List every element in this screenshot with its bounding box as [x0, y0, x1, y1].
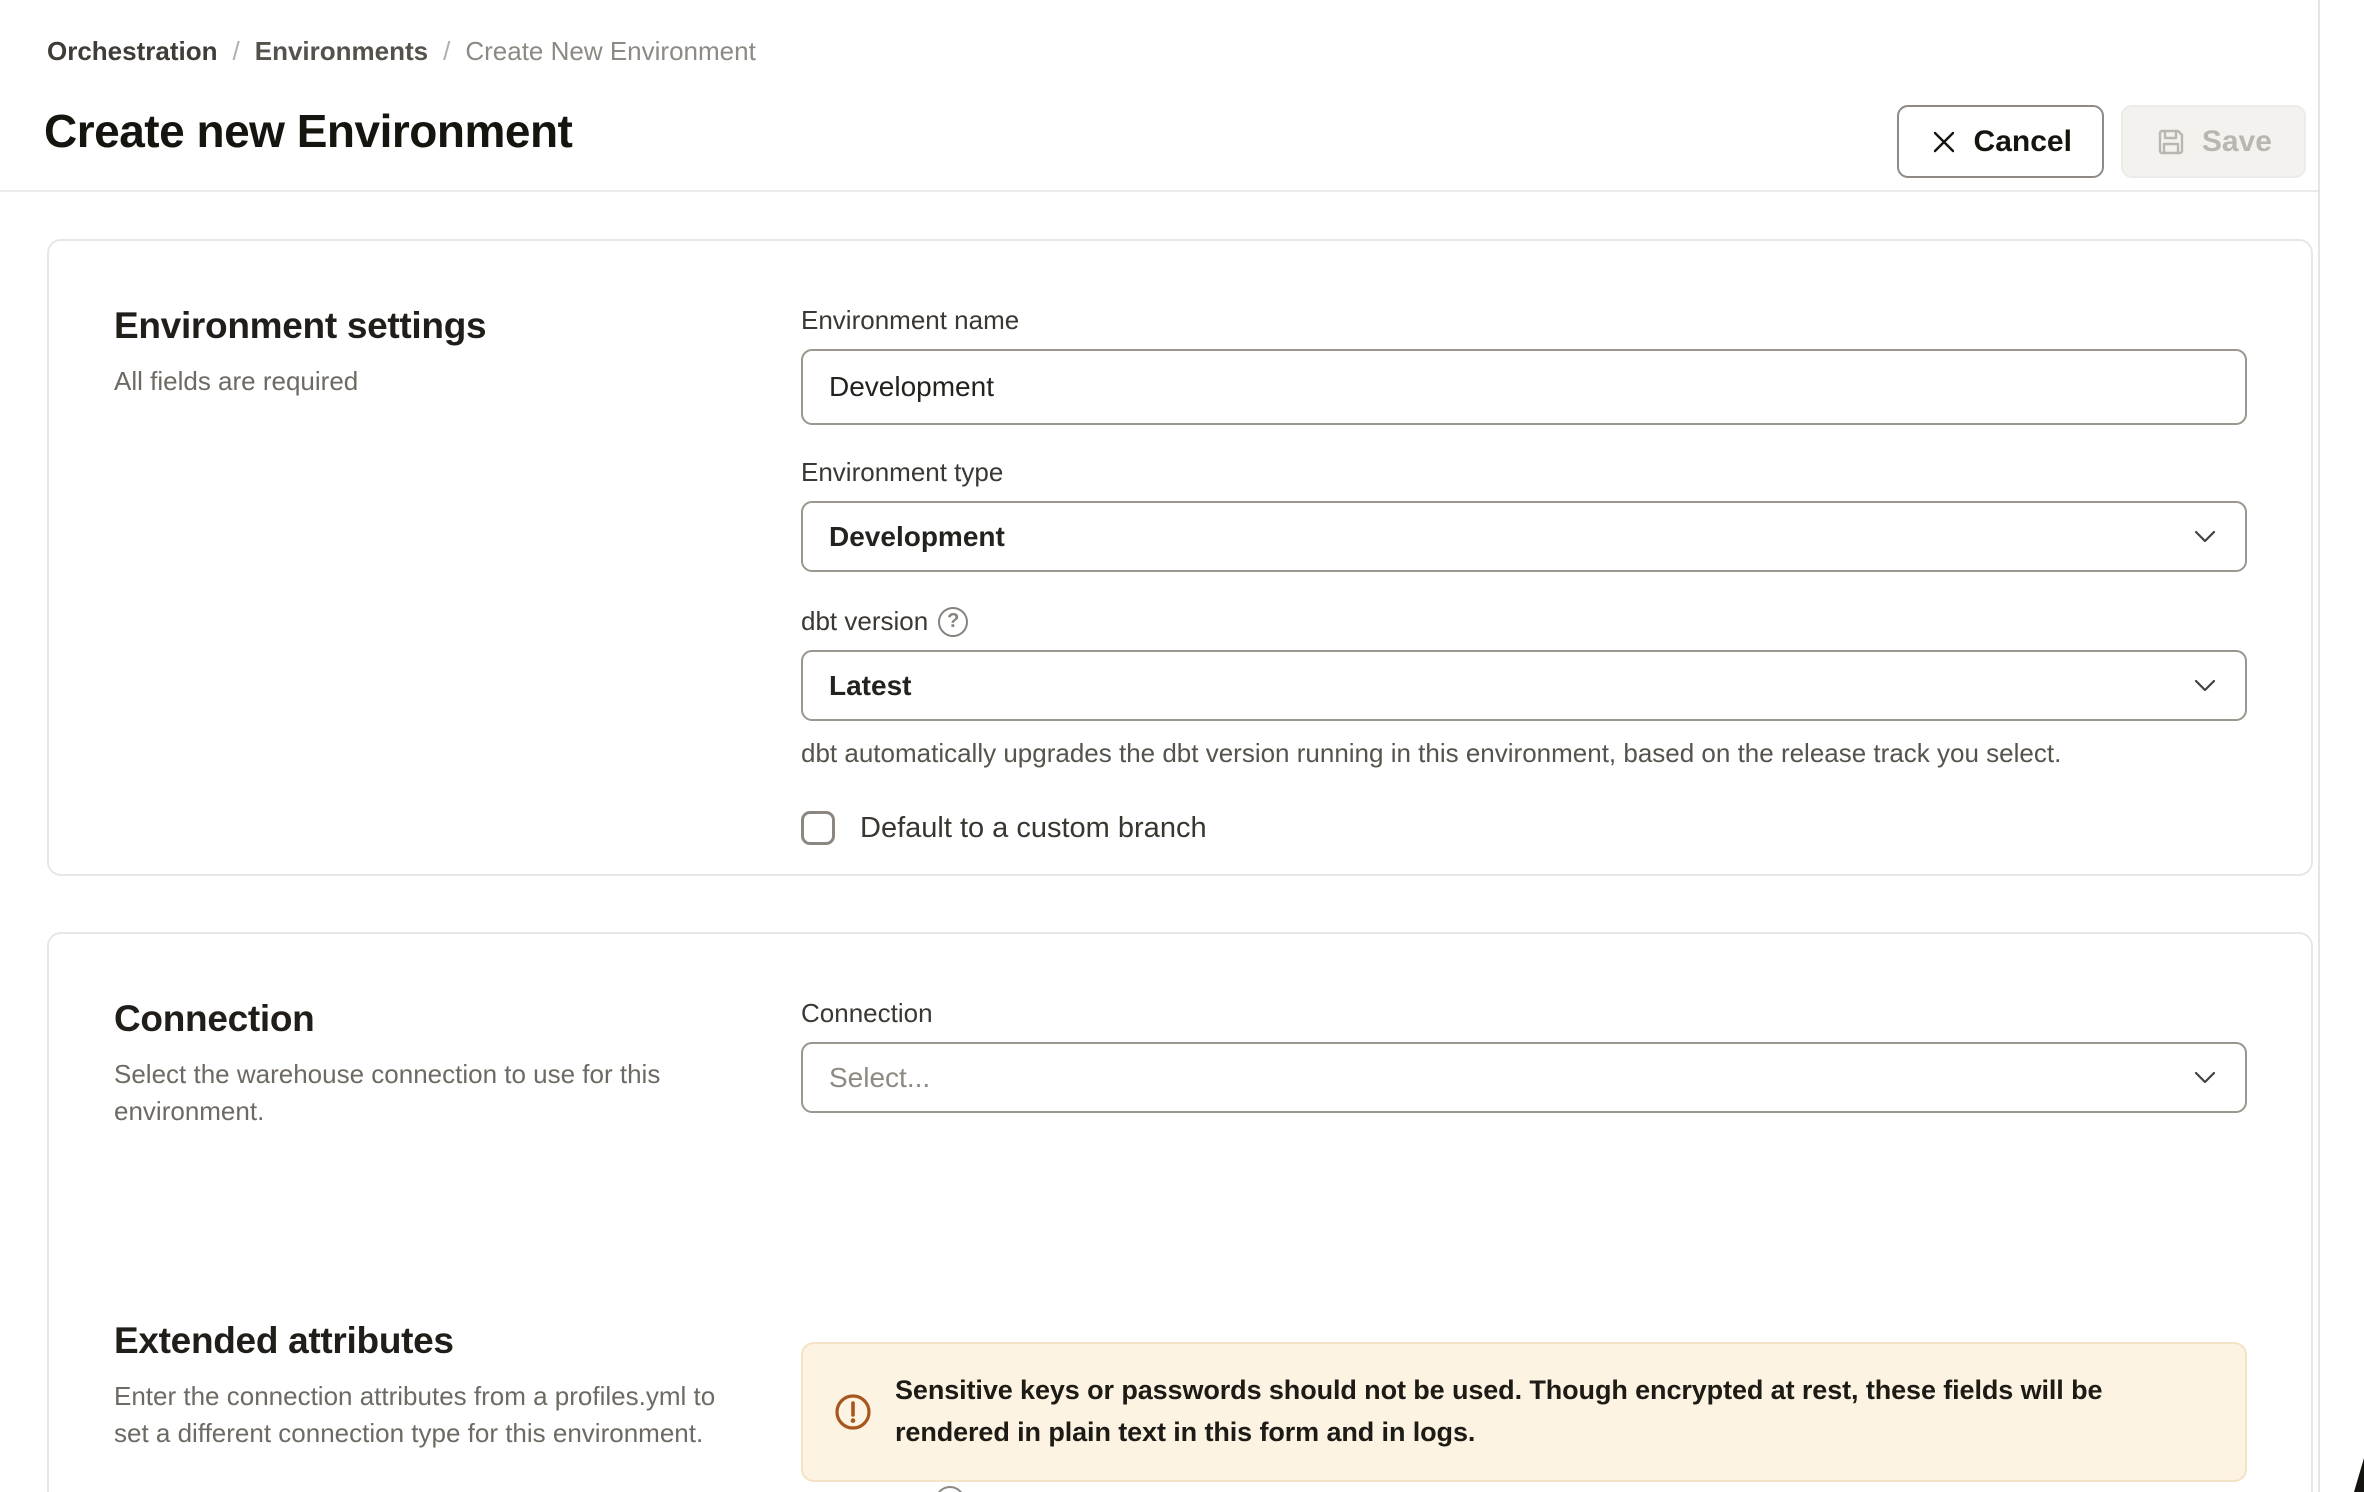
dbt-version-label-row — [801, 606, 2247, 637]
chevron-down-icon — [2193, 1070, 2217, 1085]
help-icon[interactable]: ? — [938, 607, 968, 637]
cursor-artifact — [2354, 1458, 2364, 1492]
chevron-down-icon — [2193, 529, 2217, 544]
header-actions — [1897, 105, 2306, 178]
dbt-version-select[interactable] — [801, 650, 2247, 721]
environment-settings-card — [47, 239, 2313, 876]
chevron-down-icon — [2193, 678, 2217, 693]
close-icon — [1929, 127, 1959, 157]
dbt-version-helper-text: dbt automatically upgrades the dbt version running in this environment, based on the release track you select. — [801, 738, 2062, 768]
environment-name-label: Environment name — [801, 305, 1020, 335]
connection-placeholder: Select... — [829, 1061, 931, 1093]
environment-name-input[interactable] — [801, 349, 2247, 425]
extended-attributes-heading: Extended attributes — [114, 1319, 454, 1361]
custom-branch-row — [801, 811, 2247, 845]
save-icon — [2155, 126, 2187, 158]
environment-settings-subheading: All fields are required — [114, 366, 359, 396]
connection-field-label: Connection — [801, 998, 933, 1028]
page-title: Create new Environment — [44, 105, 573, 157]
environment-type-label: Environment type — [801, 457, 1004, 487]
sensitive-keys-warning-banner — [801, 1342, 2247, 1482]
warning-text: Sensitive keys or passwords should not be used. Though encrypted at rest, these fields will be rendered in plain text in this form and in logs. — [895, 1374, 2103, 1447]
breadcrumb-separator: / — [443, 36, 451, 66]
cancel-button-label: Cancel — [1973, 124, 2072, 158]
breadcrumb — [47, 36, 756, 67]
environment-settings-heading: Environment settings — [114, 305, 487, 346]
content-edge-divider — [2318, 0, 2320, 1492]
custom-branch-checkbox[interactable] — [801, 811, 835, 845]
custom-branch-label: Default to a custom branch — [860, 811, 1207, 844]
dbt-version-value: Latest — [829, 669, 912, 701]
dbt-version-label: dbt version — [801, 606, 929, 636]
header-divider — [0, 190, 2318, 192]
save-button-label: Save — [2201, 124, 2272, 158]
environment-type-value: Development — [829, 520, 1005, 552]
cancel-button[interactable] — [1897, 105, 2104, 178]
environment-type-select[interactable] — [801, 501, 2247, 572]
connection-select[interactable] — [801, 1042, 2247, 1113]
connection-heading: Connection — [114, 998, 315, 1039]
extended-attributes-subheading: Enter the connection attributes from a profiles.yml to set a different connection type for this environment. — [114, 1380, 716, 1448]
breadcrumb-current-page: Create New Environment — [465, 36, 756, 66]
alert-icon — [833, 1392, 873, 1432]
connection-subheading: Select the warehouse connection to use for this environment. — [114, 1059, 661, 1126]
breadcrumb-environments[interactable]: Environments — [254, 36, 429, 66]
breadcrumb-orchestration[interactable]: Orchestration — [47, 36, 218, 66]
save-button[interactable] — [2121, 105, 2306, 178]
connection-card — [47, 932, 2313, 1492]
breadcrumb-separator: / — [232, 36, 240, 66]
